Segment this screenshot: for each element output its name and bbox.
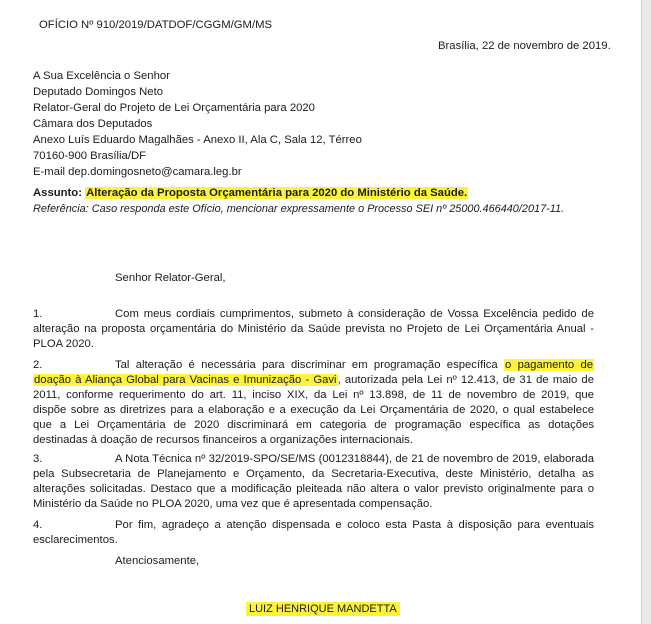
paragraph-number: 1. [33, 308, 43, 320]
addressee-line: Câmara dos Deputados [33, 118, 153, 130]
paragraph-line: 2011, conforme requerimento do art. 11, inciso XIX, da Lei nº 13.898, de 11 de novembro de 2019, que [33, 389, 594, 401]
paragraph-text: , autorizada pela Lei nº 12.413, de 31 de maio de [337, 374, 594, 386]
paragraph-line: pela Subsecretaria de Planejamento e Orçamento, da Secretaria-Executiva, deste Ministério, detalha as [33, 468, 594, 480]
subject-highlight: Alteração da Proposta Orçamentária para 2020 do Ministério da Saúde. [86, 187, 468, 199]
paragraph-line [33, 373, 594, 387]
subject-label: Assunto: [33, 187, 82, 199]
paragraph-number: 2. [33, 359, 43, 371]
paragraph-line: PLOA 2020. [33, 338, 94, 350]
paragraph-text: Tal alteração é necessária para discriminar em programação específica [115, 359, 504, 371]
paragraph-line: alteração na proposta orçamentária do Ministério da Saúde prevista no Projeto de Lei Orçamentária Anual - [33, 323, 594, 335]
addressee-email: E-mail dep.domingosneto@camara.leg.br [33, 166, 242, 178]
addressee-line: Anexo Luís Eduardo Magalhães - Anexo II, Ala C, Sala 12, Térreo [33, 134, 362, 146]
subject-line [33, 186, 468, 200]
scan-edge [641, 0, 651, 624]
paragraph-line: que a Lei Orçamentária de 2020 discriminará em categoria de programação específica as dotações [33, 419, 594, 431]
addressee-line: A Sua Excelência o Senhor [33, 70, 170, 82]
paragraph-line: destinadas à doação de recursos financeiros a organizações internacionais. [33, 434, 413, 446]
paragraph-number: 4. [33, 519, 43, 531]
highlighted-text: doação à Aliança Global para Vacinas e Imunização - Gavi [34, 374, 337, 386]
highlighted-text: o pagamento de [505, 359, 594, 371]
reference-line: Referência: Caso responda este Ofício, mencionar expressamente o Processo SEI nº 25000.466440/2017-11. [33, 203, 565, 215]
paragraph-line: dispõe sobre as diretrizes para a elaboração e a execução da Lei Orçamentária de 2020, o qual estabelece [33, 404, 594, 416]
salutation: Senhor Relator-Geral, [115, 272, 226, 284]
paragraph-line: A Nota Técnica nº 32/2019-SPO/SE/MS (0012318844), de 21 de novembro de 2019, elaborada [115, 453, 594, 465]
addressee-line: Deputado Domingos Neto [33, 86, 163, 98]
oficio-number: OFÍCIO Nº 910/2019/DATDOF/CGGM/GM/MS [39, 19, 273, 31]
closing: Atenciosamente, [115, 555, 200, 567]
addressee-line: Relator-Geral do Projeto de Lei Orçamentária para 2020 [33, 102, 315, 114]
letter-date: Brasília, 22 de novembro de 2019. [438, 40, 611, 52]
addressee-line: 70160-900 Brasília/DF [33, 150, 147, 162]
signature-highlight: LUIZ HENRIQUE MANDETTA [246, 602, 400, 616]
signature-name [246, 602, 400, 616]
paragraph-line: esclarecimentos. [33, 534, 118, 546]
paragraph-number: 3. [33, 453, 43, 465]
paragraph-line: Por fim, agradeço a atenção dispensada e coloco esta Pasta à disposição para eventuais [115, 519, 594, 531]
paragraph-line: alterações solicitadas. Destaco que a modificação pleiteada não altera o valor previsto originalmente para o [33, 483, 594, 495]
paragraph-line [115, 358, 594, 372]
paragraph-line: Ministério da Saúde no PLOA 2020, uma vez que é apresentada compensação. [33, 498, 433, 510]
paragraph-line: Com meus cordiais cumprimentos, submeto à consideração de Vossa Excelência pedido de [115, 308, 594, 320]
